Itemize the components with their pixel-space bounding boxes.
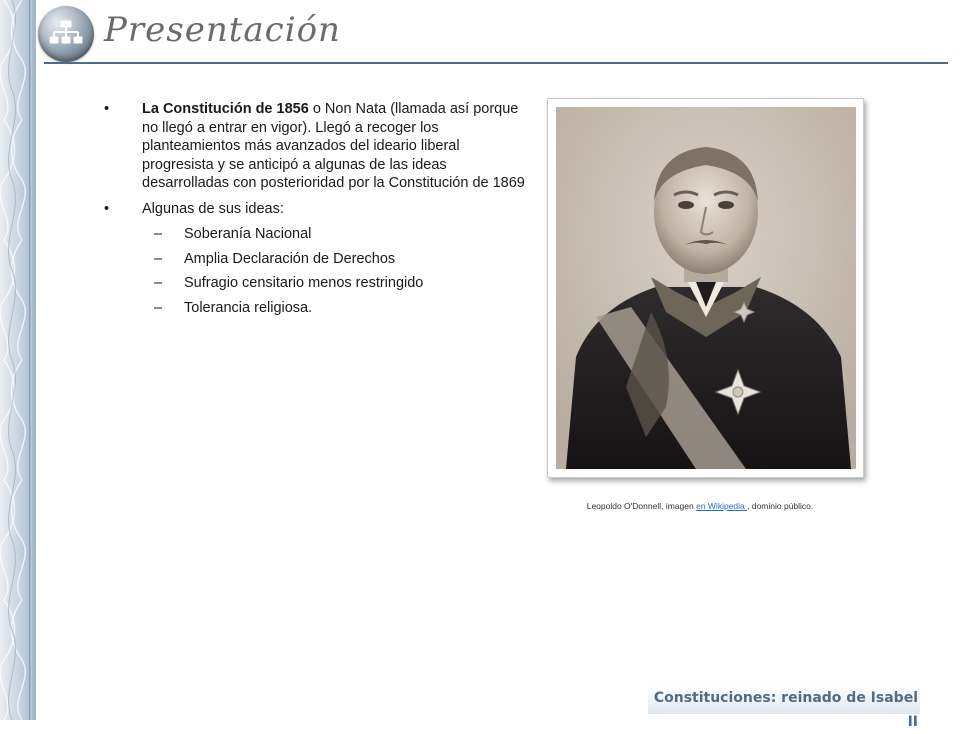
portrait-image <box>556 107 856 469</box>
portrait-frame <box>547 98 864 478</box>
wikipedia-link[interactable]: en Wikipedia <box>696 501 748 511</box>
list-item <box>104 274 532 293</box>
bullet-text: Algunas de sus ideas: <box>142 200 284 217</box>
left-decorative-border <box>0 0 36 720</box>
dash-marker: – <box>154 299 163 316</box>
list-item <box>104 225 532 244</box>
caption-prefix: Leopoldo O'Donnell, imagen <box>586 501 697 511</box>
logo-badge <box>38 6 94 62</box>
header-divider <box>44 62 948 64</box>
bullet-marker: • <box>104 200 110 217</box>
bullet-ideas-heading <box>104 200 532 219</box>
portrait-caption <box>548 501 852 511</box>
border-rail <box>29 0 32 720</box>
dash-marker: – <box>154 275 163 291</box>
hierarchy-icon <box>49 20 83 48</box>
list-item <box>104 250 532 269</box>
list-item <box>104 299 532 318</box>
bullet-text: o Non Nata (llamada así porque no llegó a entrar en vigor). Llegó a recoger los planteamientos más avanzados del ideario liberal progresista y se anticipó a algunas de las ideas desarrolladas con posterioridad por la Constitución de 1869 <box>142 101 525 191</box>
list-item-text: Amplia Declaración de Derechos <box>184 250 396 267</box>
list-item-text: Tolerancia religiosa. <box>184 299 313 316</box>
bullet-marker: • <box>104 101 110 117</box>
slide-content <box>104 100 532 323</box>
list-item-text: Sufragio censitario menos restringido <box>184 275 424 291</box>
footer-title: Constituciones: reinado de Isabel II <box>648 686 920 714</box>
dash-marker: – <box>154 226 163 242</box>
caption-suffix: , dominio público. <box>747 501 814 511</box>
bullet-constitution-1856 <box>104 100 532 193</box>
dash-marker: – <box>154 250 163 267</box>
list-item-text: Soberanía Nacional <box>184 226 312 242</box>
ideas-list <box>104 225 532 317</box>
page-title: Presentación <box>104 10 341 50</box>
bullet-bold-text: La Constitución de 1856 <box>142 101 309 117</box>
